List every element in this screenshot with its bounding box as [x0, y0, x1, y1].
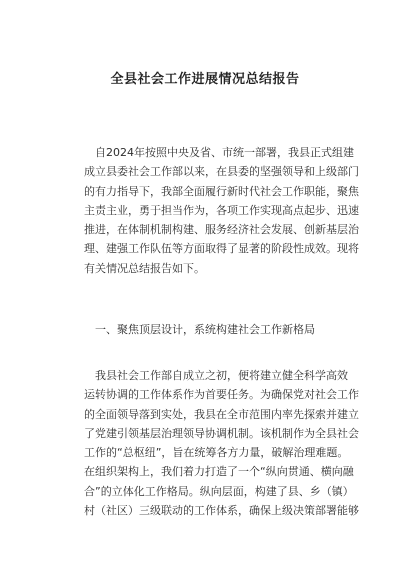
- paragraph-line: 村（社区）三级联动的工作体系，确保上级决策部署能够: [84, 504, 359, 518]
- document-title: 全县社会工作进展情况总结报告: [110, 72, 300, 87]
- paragraph-line: 在组织架构上，我们着力打造了一个“纵向贯通、横向融: [84, 465, 354, 479]
- paragraph-line: 运转协调的工作体系作为首要任务。为确保党对社会工作: [84, 388, 359, 402]
- paragraph-line: 主责主业，勇于担当作为，各项工作实现高点起步、迅速: [84, 203, 359, 217]
- paragraph-line: 推进，在体制机制构建、服务经济社会发展、创新基层治: [84, 223, 359, 237]
- paragraph-line: 工作的“总枢纽”，旨在统筹各方力量，破解治理难题。: [84, 446, 349, 460]
- paragraph-line: 了党建引领基层治理领导协调机制。该机制作为全县社会: [84, 426, 359, 440]
- intro-paragraph: [84, 143, 359, 278]
- body-paragraph: [84, 366, 359, 520]
- paragraph-line: 合”的立体化工作格局。纵向层面，构建了县、乡（镇）: [84, 484, 354, 498]
- paragraph-line: 成立县委社会工作部以来，在县委的坚强领导和上级部门: [84, 165, 359, 179]
- paragraph-line: 的全面领导落到实处，我县在全市范围内率先探索并建立: [84, 407, 359, 421]
- paragraph-line: 理、建强工作队伍等方面取得了显著的阶段性成效。现将: [84, 242, 359, 256]
- paragraph-line: 的有力指导下，我部全面履行新时代社会工作职能，聚焦: [84, 184, 359, 198]
- paragraph-line: 有关情况总结报告如下。: [84, 261, 205, 275]
- paragraph-line: 自2024年按照中央及省、市统一部署，我县正式组建: [95, 146, 354, 159]
- section-heading: 一、聚焦顶层设计，系统构建社会工作新格局: [95, 323, 315, 336]
- paragraph-line: 我县社会工作部自成立之初，便将建立健全科学高效: [95, 369, 348, 382]
